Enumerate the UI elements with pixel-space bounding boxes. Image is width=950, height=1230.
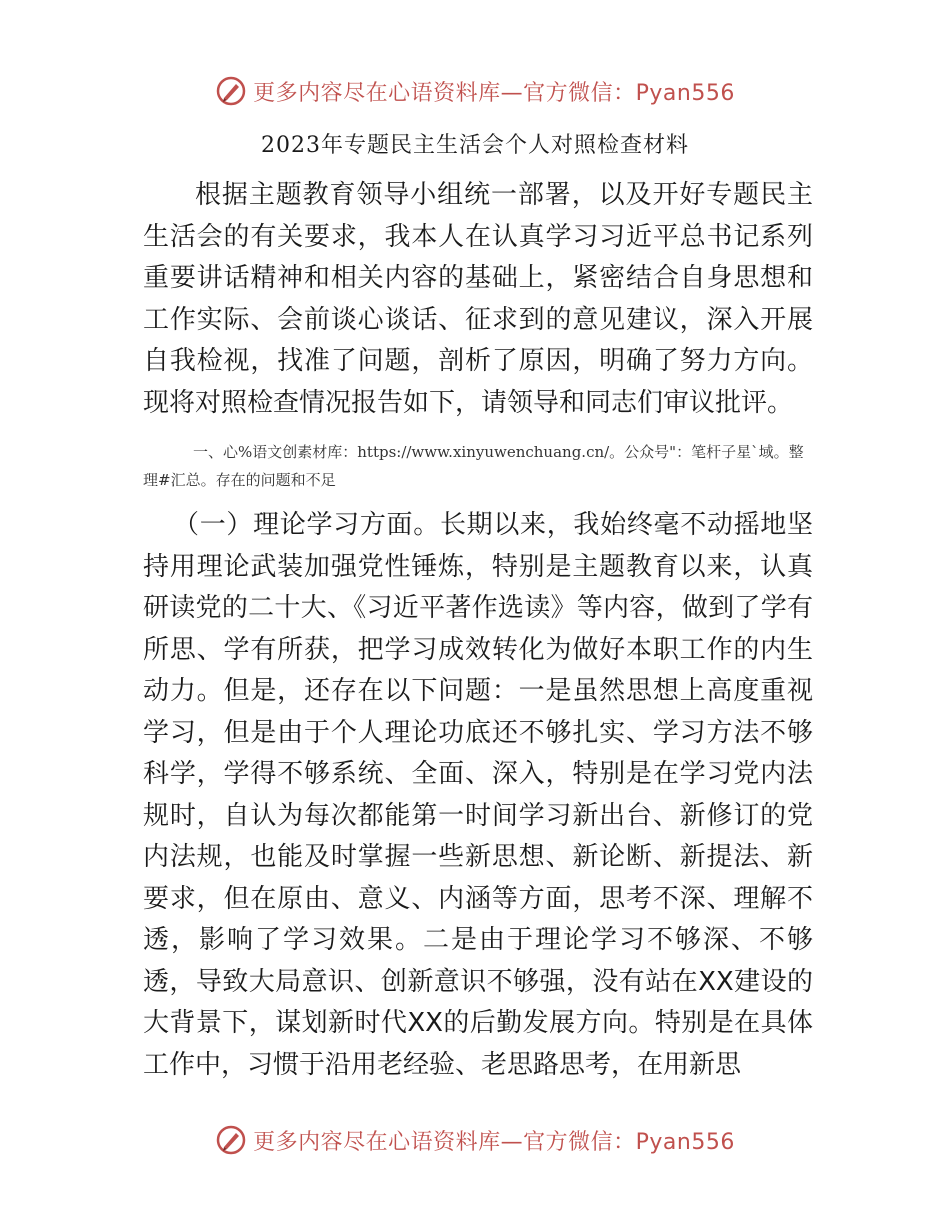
section-1-text: （一）理论学习方面。长期以来，我始终毫不动摇地坚持用理论武装加强党性锤炼，特别是主题教育以来，认真研读党的二十大、《习近平著作选读》等内容，做到了学有所思、学有所获，把学习成效转化为做好本职工作的内生动力。但是，还存在以下问题：一是虽然思想上高度重视学习，但是由于个人理论功底还不够扎实、学习方法不够科学，学得不够系统、全面、深入，特别是在学习党内法规时，自认为每次都能第一时间学习新出台、新修订的党内法规，也能及时掌握一些新思想、新论断、新提法、新要求，但在原由、意义、内涵等方面，思考不深、理解不透，影响了学习效果。二是由于理论学习不够深、不够透，导致大局意识、创新意识不够强，没有站在XX建设的大背景下，谋划新时代XX的后勤发展方向。特别是在具体工作中，习惯于沿用老经验、老思路思考，在用新思 bbox=[143, 510, 813, 1080]
pen-logo-icon bbox=[215, 75, 247, 107]
footer-banner bbox=[0, 1122, 950, 1158]
pen-logo-icon bbox=[215, 1124, 247, 1156]
section-1-paragraph bbox=[143, 505, 813, 1086]
intro-text: 根据主题教育领导小组统一部署，以及开好专题民主生活会的有关要求，我本人在认真学习习近平总书记系列重要讲话精神和相关内容的基础上，紧密结合自身思想和工作实际、会前谈心谈话、征求到的意见建议，深入开展自我检视，找准了问题，剖析了原因，明确了努力方向。现将对照检查情况报告如下，请领导和同志们审议批评。 bbox=[143, 180, 813, 418]
document-title: 2023年专题民主生活会个人对照检查材料 bbox=[261, 133, 689, 158]
banner-text: 更多内容尽在心语资料库—官方微信：Pyan556 bbox=[253, 80, 735, 106]
banner-text: 更多内容尽在心语资料库—官方微信：Pyan556 bbox=[253, 1129, 735, 1155]
header-banner bbox=[0, 73, 950, 109]
intro-paragraph bbox=[143, 175, 813, 424]
section-heading-note: 一、心%语文创素材库：https://www.xinyuwenchuang.cn/。公众号"：笔杆子星`域。整理#汇总。存在的问题和不足 bbox=[143, 443, 804, 489]
